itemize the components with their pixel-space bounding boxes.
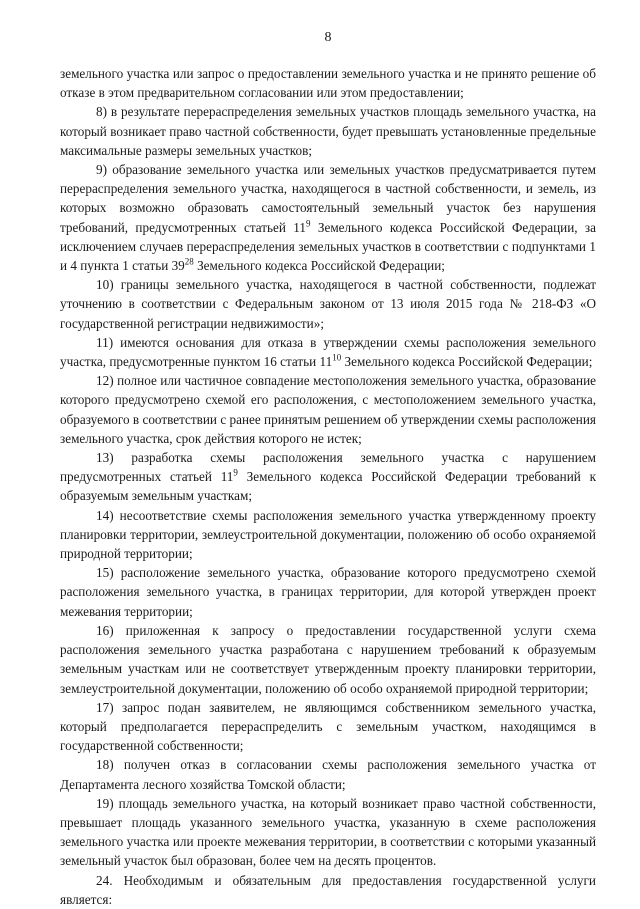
superscript-article-number: 9 bbox=[233, 467, 238, 478]
page-number: 8 bbox=[324, 30, 332, 45]
paragraph-item-13-text-start: 13) разработка схемы расположения земельного участка с нарушением предусмотренных статьей 11 bbox=[60, 450, 596, 485]
paragraph-item-17: 17) запрос подан заявителем, не являющимся собственником земельного участка, который предполагается перераспределить с земельным участком, находящимся в государственной собственности; bbox=[60, 699, 596, 754]
paragraph-item-11-text-end: Земельного кодекса Российской Федерации; bbox=[341, 354, 593, 370]
superscript-article-number: 28 bbox=[184, 256, 194, 267]
paragraph-section-24: 24. Необходимым и обязательным для предоставления государственной услуги является: bbox=[60, 872, 596, 907]
paragraph-item-16: 16) приложенная к запросу о предоставлении государственной услуги схема расположения земельного участка разработана с нарушением требований к образуемым земельным участкам или не соответствует утвержденным проекту планировки территории, землеустроительной документации, положению об особо охраняемой природной территории; bbox=[60, 622, 596, 696]
paragraph-item-11 bbox=[60, 333, 596, 371]
paragraph-item-13-text-end: Земельного кодекса Российской Федерации требований к образуемым земельным участкам; bbox=[60, 469, 596, 504]
paragraph-item-12: 12) полное или частичное совпадение местоположения земельного участка, образование которого предусмотрено схемой его расположения, с местоположением земельного участка, образуемого в соответствии с ранее принятым решением об утверждении схемы расположения земельного участка, срок действия которого не истек; bbox=[60, 373, 596, 446]
paragraph-continuation: земельного участка или запрос о предоставлении земельного участка и не принято решение об отказе в этом предварительном согласовании или этом предоставлении; bbox=[60, 66, 596, 101]
paragraph-item-9-text-start: 9) образование земельного участка или земельных участков предусматривается путем перераспределения земельного участка, находящегося в частной собственности, и земель, из которых возможно образовать самостоятельный земельный участок без нарушения требований, предусмотренных статьей 11 bbox=[60, 162, 596, 235]
paragraph-item-14: 14) несоответствие схемы расположения земельного участка утвержденному проекту планировки территории, землеустроительной документации, положению об особо охраняемой природной территории; bbox=[60, 507, 596, 562]
superscript-article-number: 9 bbox=[306, 218, 311, 229]
paragraph-item-9 bbox=[60, 160, 596, 275]
paragraph-item-15: 15) расположение земельного участка, образование которого предусмотрено схемой расположения земельного участка, в границах территории, для которой утвержден проект межевания территории; bbox=[60, 565, 596, 619]
paragraph-item-13 bbox=[60, 448, 596, 506]
superscript-article-number: 10 bbox=[332, 352, 342, 363]
paragraph-item-9-text-middle: Земельного кодекса Российской Федерации, за исключением случаев перераспределения земельных участков в соответствии с подпунктами 1 и 4 пункта 1 статьи 39 bbox=[60, 219, 596, 274]
paragraph-item-11-text-start: 11) имеются основания для отказа в утверждении схемы расположения земельного участка, предусмотренные пунктом 16 статьи 11 bbox=[60, 334, 596, 370]
paragraph-item-10: 10) границы земельного участка, находящегося в частной собственности, подлежат уточнению в соответствии с Федеральным законом от 13 июля 2015 года № 218-ФЗ «О государственной регистрации недвижимости»; bbox=[60, 277, 596, 331]
paragraph-item-19: 19) площадь земельного участка, на который возникает право частной собственности, превышает площадь указанного земельного участка, указанную в схеме расположения земельного участка или проекте межевания территории, в соответствии с которыми указанный земельный участок был образован, более чем на десять процентов. bbox=[60, 795, 596, 869]
paragraph-item-18: 18) получен отказ в согласовании схемы расположения земельного участка от Департамента лесного хозяйства Томской области; bbox=[60, 757, 596, 792]
paragraph-item-8: 8) в результате перераспределения земельных участков площадь земельного участка, на который возникает право частной собственности, будет превышать установленные предельные максимальные размеры земельных участков; bbox=[60, 104, 596, 158]
paragraph-item-9-text-end: Земельного кодекса Российской Федерации; bbox=[193, 258, 445, 274]
